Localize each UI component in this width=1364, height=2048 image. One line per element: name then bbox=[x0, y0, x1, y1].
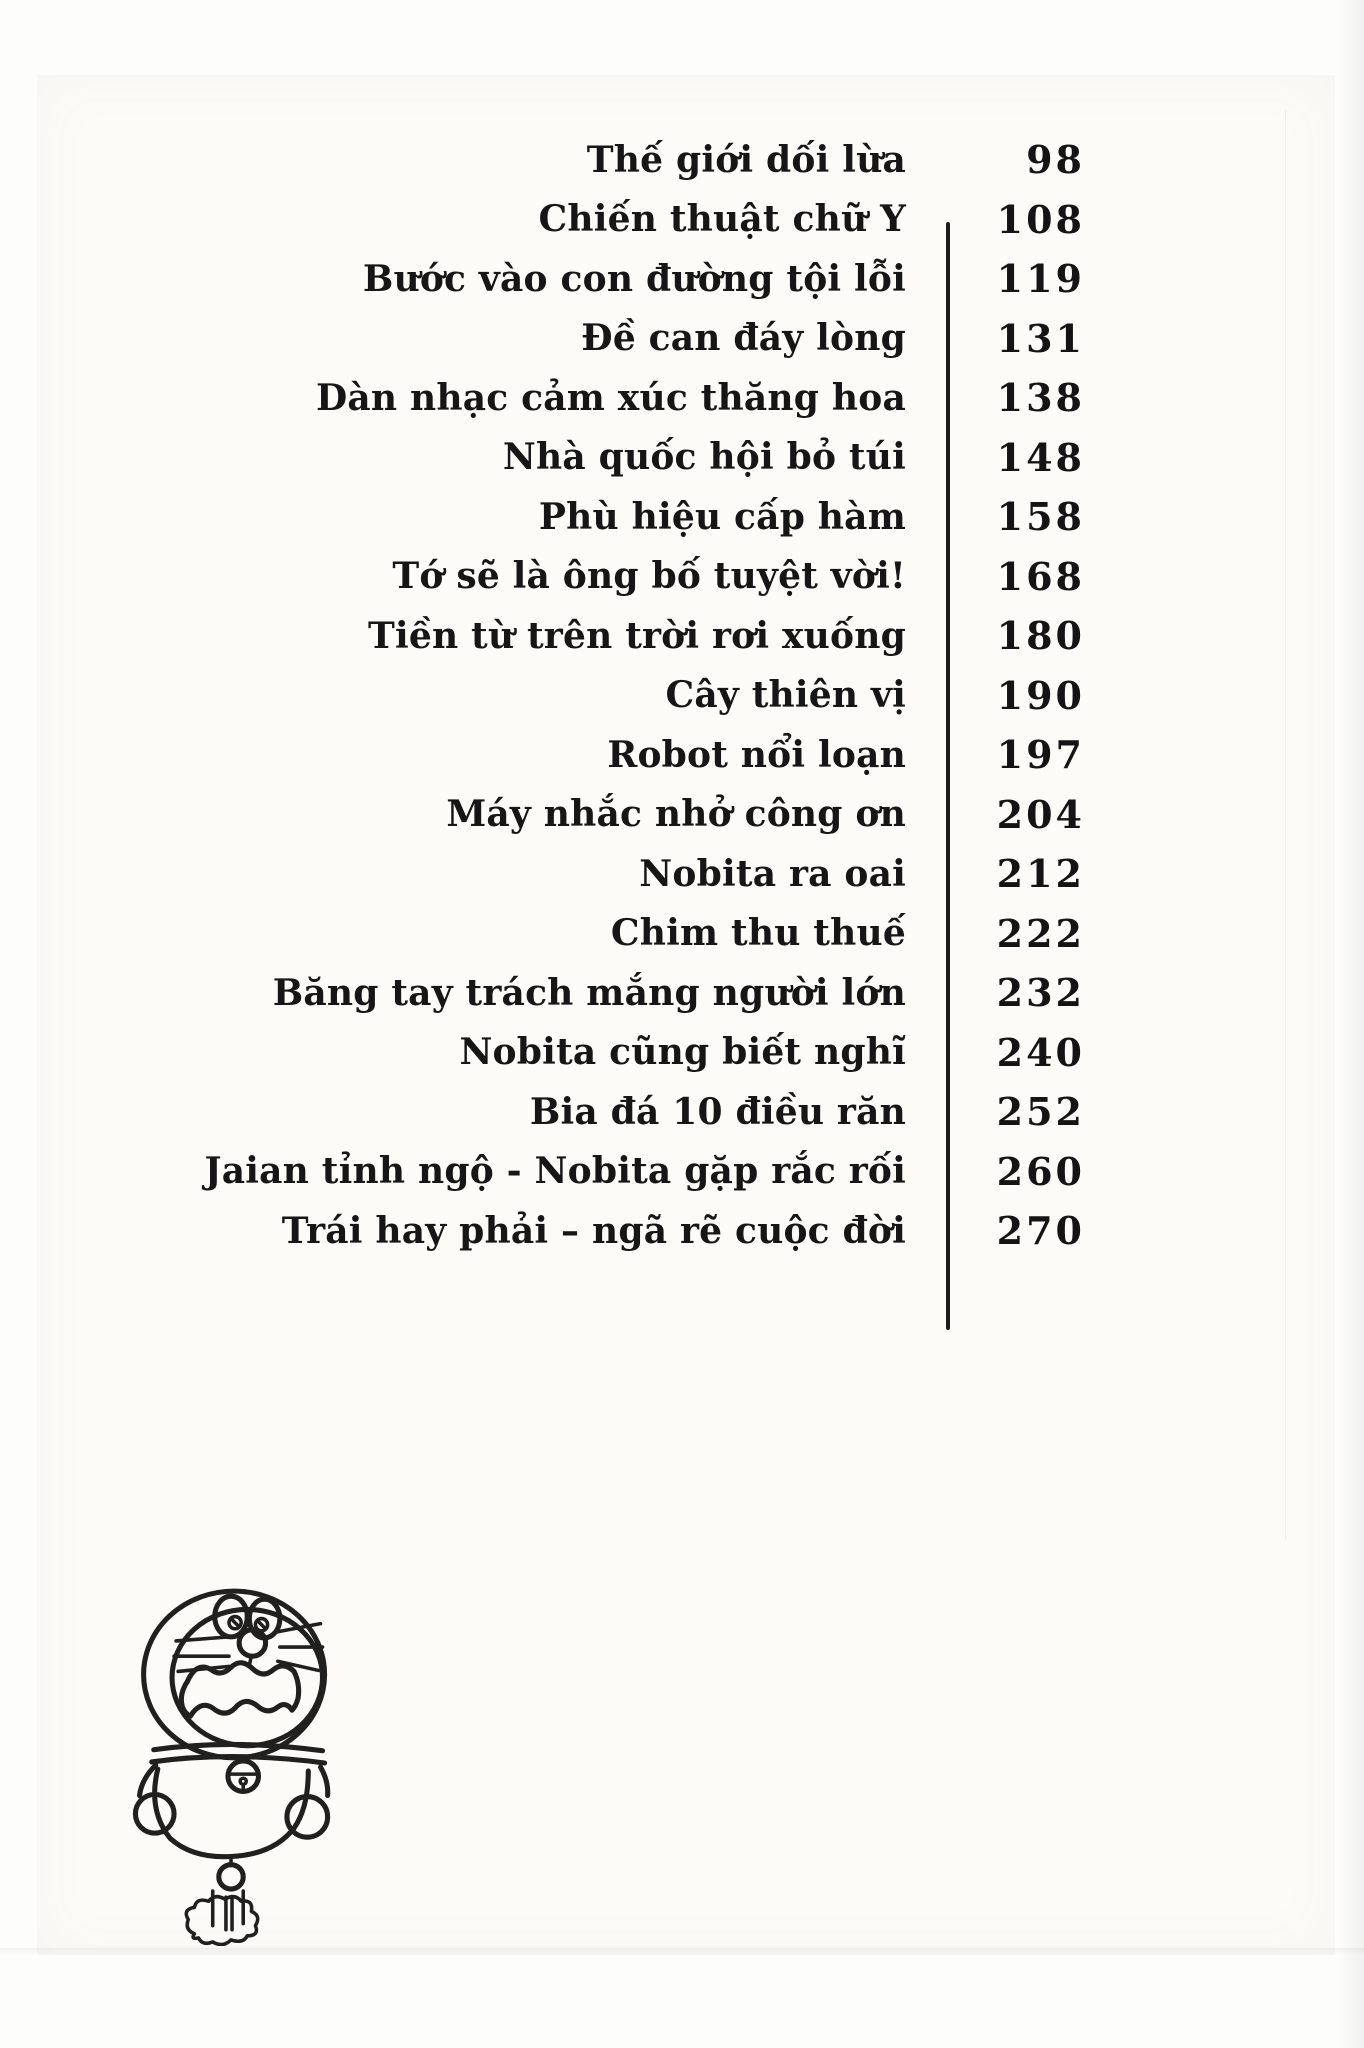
toc-entry-page-number: 222 bbox=[996, 910, 1085, 956]
toc-entry-title: Máy nhắc nhở công ơn bbox=[446, 793, 906, 836]
toc-entry-title: Đề can đáy lòng bbox=[581, 317, 906, 360]
toc-row bbox=[0, 368, 1364, 428]
toc-entry-title: Tớ sẽ là ông bố tuyệt vời! bbox=[392, 555, 906, 598]
toc-entry-page-number: 180 bbox=[996, 613, 1085, 659]
toc-row bbox=[0, 844, 1364, 904]
toc-entry-page-number: 252 bbox=[996, 1089, 1085, 1135]
toc-row bbox=[0, 1201, 1364, 1261]
toc-entry-page-number: 232 bbox=[996, 970, 1085, 1016]
toc-entry-title: Bước vào con đường tội lỗi bbox=[362, 257, 906, 300]
doraemon-crying-illustration bbox=[128, 1584, 332, 1946]
toc-entry-title: Chim thu thuế bbox=[610, 912, 906, 955]
toc-entry-page-number: 270 bbox=[996, 1208, 1085, 1254]
toc-row bbox=[0, 785, 1364, 845]
toc-row bbox=[0, 190, 1364, 250]
toc-entry-page-number: 108 bbox=[996, 196, 1085, 242]
toc-entry-page-number: 98 bbox=[1026, 137, 1085, 183]
toc-row bbox=[0, 1023, 1364, 1083]
toc-row bbox=[0, 1082, 1364, 1142]
toc-entry-page-number: 240 bbox=[996, 1029, 1085, 1075]
toc-entry-page-number: 158 bbox=[996, 494, 1085, 540]
toc-entry-title: Băng tay trách mắng người lớn bbox=[272, 971, 906, 1014]
toc-entry-page-number: 197 bbox=[996, 732, 1085, 778]
toc-row bbox=[0, 725, 1364, 785]
toc-divider-line bbox=[946, 222, 950, 1330]
toc-entry-title: Nhà quốc hội bỏ túi bbox=[502, 436, 906, 479]
toc-row bbox=[0, 606, 1364, 666]
toc-entry-title: Nobita cũng biết nghĩ bbox=[459, 1031, 906, 1074]
toc-row bbox=[0, 309, 1364, 369]
toc-entry-page-number: 148 bbox=[996, 434, 1085, 480]
toc-entry-title: Thế giới dối lừa bbox=[586, 138, 906, 181]
page-edge-shadow bbox=[1338, 0, 1364, 2048]
toc-entry-page-number: 138 bbox=[996, 375, 1085, 421]
toc-entry-page-number: 190 bbox=[996, 672, 1085, 718]
toc-row bbox=[0, 428, 1364, 488]
toc-entry-title: Nobita ra oai bbox=[639, 852, 906, 895]
toc-row bbox=[0, 904, 1364, 964]
toc-row bbox=[0, 1142, 1364, 1202]
toc-row bbox=[0, 249, 1364, 309]
toc-entry-title: Phù hiệu cấp hàm bbox=[538, 495, 906, 538]
toc-entry-page-number: 131 bbox=[996, 315, 1085, 361]
page-gutter-shadow bbox=[1285, 110, 1286, 1540]
toc-entry-title: Chiến thuật chữ Y bbox=[538, 198, 906, 241]
toc-entry-title: Trái hay phải – ngã rẽ cuộc đời bbox=[281, 1209, 906, 1252]
toc-entry-page-number: 119 bbox=[996, 256, 1085, 302]
toc-entry-title: Bia đá 10 điều răn bbox=[529, 1090, 906, 1133]
toc-row bbox=[0, 547, 1364, 607]
toc-row bbox=[0, 963, 1364, 1023]
toc-entry-page-number: 212 bbox=[996, 851, 1085, 897]
scan-artifact-band bbox=[0, 1948, 1364, 1956]
toc-row bbox=[0, 666, 1364, 726]
toc-entry-title: Cây thiên vị bbox=[665, 674, 906, 717]
toc-entry-title: Jaian tỉnh ngộ - Nobita gặp rắc rối bbox=[204, 1150, 906, 1193]
toc-entry-page-number: 260 bbox=[996, 1148, 1085, 1194]
toc-entry-title: Robot nổi loạn bbox=[607, 733, 906, 776]
toc-entry-page-number: 204 bbox=[996, 791, 1085, 837]
toc-row bbox=[0, 487, 1364, 547]
table-of-contents bbox=[0, 130, 1364, 1261]
toc-entry-title: Tiền từ trên trời rơi xuống bbox=[367, 614, 906, 657]
toc-entry-page-number: 168 bbox=[996, 553, 1085, 599]
toc-row bbox=[0, 130, 1364, 190]
toc-entry-title: Dàn nhạc cảm xúc thăng hoa bbox=[315, 376, 906, 419]
